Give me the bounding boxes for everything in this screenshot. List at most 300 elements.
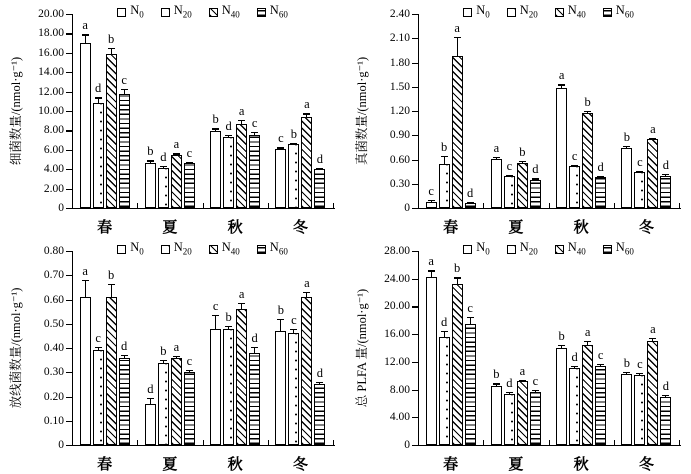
bar-N40: [106, 297, 117, 445]
y-tick: [66, 445, 72, 446]
significance-letter: d: [316, 151, 323, 166]
legend-label-N40: $N_{40}$: [221, 240, 240, 257]
legend-item-N20: [161, 241, 192, 259]
y-tick-label: 1.80: [389, 56, 410, 69]
significance-letter: a: [454, 20, 460, 35]
legend-swatch-N0: [463, 8, 472, 17]
legend-sub-N20: 20: [528, 9, 538, 20]
y-tick-label: 12.00: [38, 85, 64, 98]
chart-bacteria: [0, 0, 345, 236]
y-tick-label: 0.30: [43, 366, 64, 379]
error-bar-cap: [82, 34, 89, 35]
bar-N60: [465, 324, 476, 445]
error-bar-cap: [454, 277, 461, 278]
significance-letter: c: [597, 347, 604, 362]
bar-N60: [314, 169, 325, 208]
bar-N60: [249, 353, 260, 445]
legend-sub-N0: 0: [485, 9, 490, 20]
legend-label-N20: $N_{20}$: [173, 240, 192, 257]
significance-letter: a: [173, 137, 180, 152]
legend-item-N0: [463, 241, 490, 259]
y-tick: [66, 111, 72, 112]
y-tick: [412, 38, 418, 39]
error-bar-cap: [277, 147, 284, 148]
x-tick: [483, 440, 484, 445]
bar-N40: [647, 139, 658, 208]
y-tick: [66, 348, 72, 349]
error-bar-cap: [251, 347, 258, 348]
y-tick: [66, 324, 72, 325]
legend-swatch-N60: [603, 8, 612, 17]
y-tick: [412, 184, 418, 185]
legend-sub-N40: 40: [576, 9, 586, 20]
significance-letter: d: [147, 381, 154, 396]
error-bar: [85, 34, 86, 43]
significance-letter: d: [662, 158, 669, 173]
y-tick-label: 0.80: [43, 245, 64, 257]
error-bar-cap: [108, 284, 115, 285]
significance-letter: d: [225, 119, 232, 134]
significance-letter: c: [532, 374, 539, 389]
bar-N20: [634, 172, 645, 208]
significance-letter: c: [212, 299, 219, 314]
error-bar-cap: [467, 317, 474, 318]
error-bar-cap: [173, 356, 180, 357]
legend-sub-N60: 60: [278, 9, 288, 20]
y-tick: [66, 275, 72, 276]
chart-fungi: [346, 0, 691, 236]
x-tick: [203, 440, 204, 445]
x-category-label: 冬: [638, 220, 654, 236]
x-tick: [483, 203, 484, 208]
legend-item-N60: [603, 241, 634, 259]
x-category-label: 秋: [573, 220, 589, 236]
error-bar-cap: [160, 360, 167, 361]
error-bar-cap: [290, 143, 297, 144]
significance-letter: c: [637, 155, 643, 170]
x-category-label: 秋: [227, 220, 243, 236]
x-axis: [418, 208, 681, 209]
x-category-label: 秋: [227, 457, 243, 473]
error-bar-cap: [225, 326, 232, 327]
legend-item-N20: [507, 241, 538, 259]
bar-N40: [517, 381, 528, 445]
error-bar: [85, 280, 86, 297]
significance-letter: a: [650, 121, 656, 136]
error-bar-cap: [662, 395, 669, 396]
error-bar-cap: [108, 48, 115, 49]
legend-sub-N0: 0: [139, 9, 144, 20]
legend-label-N60: $N_{60}$: [615, 240, 634, 257]
y-tick: [66, 189, 72, 190]
x-tick: [268, 203, 269, 208]
y-tick-label: 2.00: [43, 182, 64, 195]
x-tick: [268, 440, 269, 445]
y-tick: [412, 279, 418, 280]
error-bar-cap: [147, 398, 154, 399]
x-tick: [137, 203, 138, 208]
legend-swatch-N0: [117, 245, 126, 254]
legend-sub-N0: 0: [485, 246, 490, 257]
error-bar-cap: [121, 355, 128, 356]
bar-N0: [426, 202, 437, 208]
error-bar-cap: [238, 303, 245, 304]
legend-sub-N20: 20: [182, 9, 192, 20]
bar-N40: [236, 309, 247, 445]
legend-label-N0: $N_0$: [476, 3, 490, 20]
y-tick: [412, 63, 418, 64]
bar-N60: [184, 372, 195, 445]
legend-sub-N0: 0: [139, 246, 144, 257]
x-tick: [679, 440, 680, 445]
bar-N0: [275, 331, 286, 445]
y-tick: [412, 111, 418, 112]
y-tick: [412, 417, 418, 418]
error-bar-cap: [121, 89, 128, 90]
error-bar: [215, 315, 216, 328]
error-bar-cap: [597, 176, 604, 177]
significance-letter: d: [95, 81, 102, 96]
x-category-label: 春: [97, 457, 113, 473]
x-category-label: 冬: [292, 457, 308, 473]
error-bar-cap: [251, 132, 258, 133]
legend-sub-N60: 60: [624, 246, 634, 257]
bar-N20: [504, 394, 515, 445]
significance-letter: a: [304, 276, 310, 291]
y-tick-label: 2.10: [389, 32, 410, 45]
y-tick: [412, 334, 418, 335]
y-tick: [412, 362, 418, 363]
significance-letter: a: [304, 97, 310, 112]
y-tick-label: 20.00: [38, 8, 64, 20]
bar-N20: [223, 329, 234, 445]
x-tick: [137, 440, 138, 445]
y-tick-label: 28.00: [384, 245, 410, 257]
significance-letter: c: [428, 183, 434, 198]
legend-sub-N40: 40: [230, 9, 240, 20]
x-category-label: 夏: [508, 220, 524, 236]
significance-letter: c: [467, 300, 473, 315]
legend-swatch-N60: [603, 245, 612, 254]
error-bar-cap: [95, 347, 102, 348]
y-tick-label: 6.00: [43, 143, 64, 156]
significance-letter: c: [506, 159, 513, 174]
significance-letter: b: [147, 144, 154, 159]
error-bar-cap: [441, 331, 448, 332]
error-bar-cap: [467, 202, 474, 203]
error-bar-cap: [316, 168, 323, 169]
significance-letter: b: [160, 343, 167, 358]
error-bar-cap: [277, 319, 284, 320]
significance-letter: b: [519, 145, 526, 160]
y-tick: [412, 306, 418, 307]
y-tick-label: 20.00: [384, 300, 410, 313]
significance-letter: a: [493, 141, 500, 156]
bar-N60: [314, 384, 325, 445]
error-bar-cap: [428, 270, 435, 271]
y-tick-label: 0: [58, 439, 64, 451]
y-tick-label: 0: [404, 439, 410, 451]
x-axis: [72, 208, 335, 209]
y-tick-label: 24.00: [384, 272, 410, 285]
y-axis-title: 细菌数量/(nmol·g⁻¹): [9, 56, 23, 166]
y-tick-label: 0.10: [43, 414, 64, 427]
significance-letter: c: [571, 148, 578, 163]
error-bar-cap: [454, 37, 461, 38]
significance-letter: c: [291, 312, 297, 327]
y-tick: [412, 445, 418, 446]
legend-sub-N60: 60: [624, 9, 634, 20]
error-bar-cap: [662, 174, 669, 175]
bar-N20: [569, 368, 580, 445]
legend: [418, 241, 679, 259]
legend-item-N60: [257, 241, 288, 259]
y-tick: [66, 92, 72, 93]
x-axis: [72, 445, 335, 446]
significance-letter: d: [532, 162, 539, 177]
bar-N0: [145, 163, 156, 208]
y-tick: [412, 160, 418, 161]
bar-N0: [426, 277, 437, 445]
x-category-label: 春: [97, 220, 113, 236]
significance-letter: d: [467, 185, 474, 200]
significance-letter: b: [225, 310, 232, 325]
x-category-label: 夏: [162, 457, 178, 473]
y-tick-label: 0.30: [389, 177, 410, 190]
error-bar: [457, 37, 458, 56]
legend-swatch-N40: [209, 245, 218, 254]
legend-swatch-N0: [463, 245, 472, 254]
significance-letter: d: [121, 339, 128, 354]
error-bar-cap: [160, 166, 167, 167]
error-bar-cap: [147, 160, 154, 161]
legend-item-N60: [603, 4, 634, 22]
y-tick-label: 18.00: [38, 27, 64, 40]
legend-item-N40: [555, 4, 586, 22]
significance-letter: b: [623, 355, 630, 370]
significance-letter: d: [571, 350, 578, 364]
legend-item-N40: [555, 241, 586, 259]
legend-sub-N40: 40: [576, 246, 586, 257]
significance-letter: d: [662, 379, 669, 394]
legend-swatch-N60: [257, 8, 266, 17]
bar-N20: [504, 176, 515, 208]
y-tick: [412, 135, 418, 136]
y-tick-label: 2.40: [389, 8, 410, 20]
bar-N20: [93, 103, 104, 208]
y-tick: [66, 372, 72, 373]
y-tick-label: 12.00: [384, 355, 410, 368]
error-bar-cap: [558, 84, 565, 85]
bar-N20: [158, 168, 169, 208]
legend-label-N20: $N_{20}$: [173, 3, 192, 20]
significance-letter: c: [95, 330, 101, 345]
error-bar-cap: [584, 341, 591, 342]
y-tick-label: 0.60: [43, 293, 64, 306]
chart-actinomycetes: [0, 237, 345, 473]
bar-N60: [530, 180, 541, 208]
y-tick-label: 0: [404, 202, 410, 214]
x-tick: [333, 440, 334, 445]
legend-item-N40: [209, 4, 240, 22]
legend-swatch-N60: [257, 245, 266, 254]
bar-N20: [439, 337, 450, 445]
error-bar-cap: [493, 383, 500, 384]
significance-letter: d: [160, 149, 167, 164]
legend-item-N60: [257, 4, 288, 22]
x-category-label: 夏: [162, 220, 178, 236]
error-bar-cap: [173, 153, 180, 154]
legend-swatch-N40: [209, 8, 218, 17]
bar-N0: [556, 88, 567, 208]
error-bar-cap: [636, 373, 643, 374]
bar-N20: [288, 144, 299, 208]
legend-label-N40: $N_{40}$: [567, 240, 586, 257]
legend-swatch-N40: [555, 245, 564, 254]
significance-letter: d: [316, 365, 323, 380]
significance-letter: a: [173, 339, 180, 354]
error-bar-cap: [225, 135, 232, 136]
legend-label-N20: $N_{20}$: [519, 240, 538, 257]
bar-N60: [465, 203, 476, 208]
legend-label-N20: $N_{20}$: [519, 3, 538, 20]
y-tick-label: 14.00: [38, 66, 64, 79]
bar-N60: [660, 176, 671, 208]
bar-N20: [93, 350, 104, 445]
legend-item-N20: [507, 4, 538, 22]
y-tick: [66, 130, 72, 131]
bar-N40: [236, 124, 247, 208]
y-tick: [412, 208, 418, 209]
y-tick: [66, 72, 72, 73]
legend-sub-N20: 20: [528, 246, 538, 257]
significance-letter: c: [186, 354, 193, 369]
legend-item-N20: [161, 4, 192, 22]
y-tick-label: 1.20: [389, 105, 410, 117]
legend-swatch-N20: [507, 245, 516, 254]
bar-N0: [210, 131, 221, 208]
y-tick: [66, 53, 72, 54]
legend: [72, 4, 333, 22]
significance-letter: a: [428, 254, 434, 269]
y-tick: [66, 300, 72, 301]
bar-N0: [491, 386, 502, 445]
legend-swatch-N20: [507, 8, 516, 17]
x-category-label: 夏: [508, 457, 524, 473]
legend-item-N40: [209, 241, 240, 259]
error-bar-cap: [584, 111, 591, 112]
bar-N20: [634, 375, 645, 445]
x-category-label: 春: [443, 220, 459, 236]
significance-letter: a: [650, 321, 656, 336]
y-tick: [412, 87, 418, 88]
legend-label-N0: $N_0$: [130, 3, 144, 20]
significance-letter: a: [238, 287, 245, 302]
y-tick-label: 0.90: [389, 129, 410, 142]
error-bar-cap: [428, 200, 435, 201]
y-axis-title: 总 PLFA 量/(nmol·g⁻¹): [355, 288, 369, 408]
y-tick: [66, 150, 72, 151]
error-bar-cap: [519, 380, 526, 381]
x-tick: [679, 203, 680, 208]
bar-N60: [595, 366, 606, 445]
legend-label-N40: $N_{40}$: [221, 3, 240, 20]
significance-letter: d: [251, 330, 258, 345]
y-tick-label: 16.00: [38, 46, 64, 59]
bar-N0: [210, 329, 221, 445]
error-bar: [111, 284, 112, 297]
significance-letter: b: [290, 126, 297, 141]
bar-N60: [595, 177, 606, 208]
bar-N60: [119, 358, 130, 445]
significance-letter: a: [82, 264, 88, 279]
x-tick: [614, 203, 615, 208]
y-tick: [412, 390, 418, 391]
y-tick-label: 0: [58, 202, 64, 214]
x-axis: [418, 445, 681, 446]
error-bar-cap: [212, 128, 219, 129]
bar-N0: [80, 43, 91, 208]
bar-N20: [569, 166, 580, 208]
x-category-label: 秋: [573, 457, 589, 473]
error-bar-cap: [649, 138, 656, 139]
bar-N40: [171, 155, 182, 208]
error-bar-cap: [623, 146, 630, 147]
error-bar-cap: [238, 120, 245, 121]
significance-letter: a: [238, 103, 245, 118]
y-tick: [66, 421, 72, 422]
error-bar-cap: [506, 175, 513, 176]
bar-N40: [171, 358, 182, 445]
legend-label-N60: $N_{60}$: [615, 3, 634, 20]
error-bar-cap: [493, 157, 500, 158]
legend-label-N40: $N_{40}$: [567, 3, 586, 20]
significance-letter: b: [108, 31, 115, 46]
bar-N20: [223, 137, 234, 208]
legend-item-N0: [117, 241, 144, 259]
y-tick-label: 8.00: [43, 124, 64, 137]
x-tick: [614, 440, 615, 445]
legend-swatch-N0: [117, 8, 126, 17]
legend-swatch-N40: [555, 8, 564, 17]
significance-letter: b: [623, 129, 630, 144]
bar-N60: [249, 135, 260, 208]
x-tick: [203, 203, 204, 208]
error-bar-cap: [441, 156, 448, 157]
bar-N0: [80, 297, 91, 445]
significance-letter: d: [597, 159, 604, 174]
error-bar-cap: [623, 372, 630, 373]
x-tick: [333, 203, 334, 208]
y-tick-label: 16.00: [384, 328, 410, 341]
y-axis-title: 放线菌数量/(nmol·g⁻¹): [9, 287, 23, 409]
y-tick-label: 0.50: [43, 317, 64, 330]
error-bar-cap: [571, 366, 578, 367]
significance-letter: b: [493, 367, 500, 382]
error-bar-cap: [186, 370, 193, 371]
significance-letter: a: [558, 68, 565, 83]
y-tick: [66, 169, 72, 170]
y-tick-label: 0.60: [389, 153, 410, 166]
x-tick: [549, 440, 550, 445]
error-bar-cap: [597, 364, 604, 365]
y-tick-label: 0.40: [43, 342, 64, 354]
y-tick-label: 8.00: [389, 383, 410, 396]
significance-letter: b: [584, 94, 591, 109]
legend-sub-N20: 20: [182, 246, 192, 257]
significance-letter: a: [82, 18, 88, 33]
significance-letter: c: [186, 145, 193, 160]
